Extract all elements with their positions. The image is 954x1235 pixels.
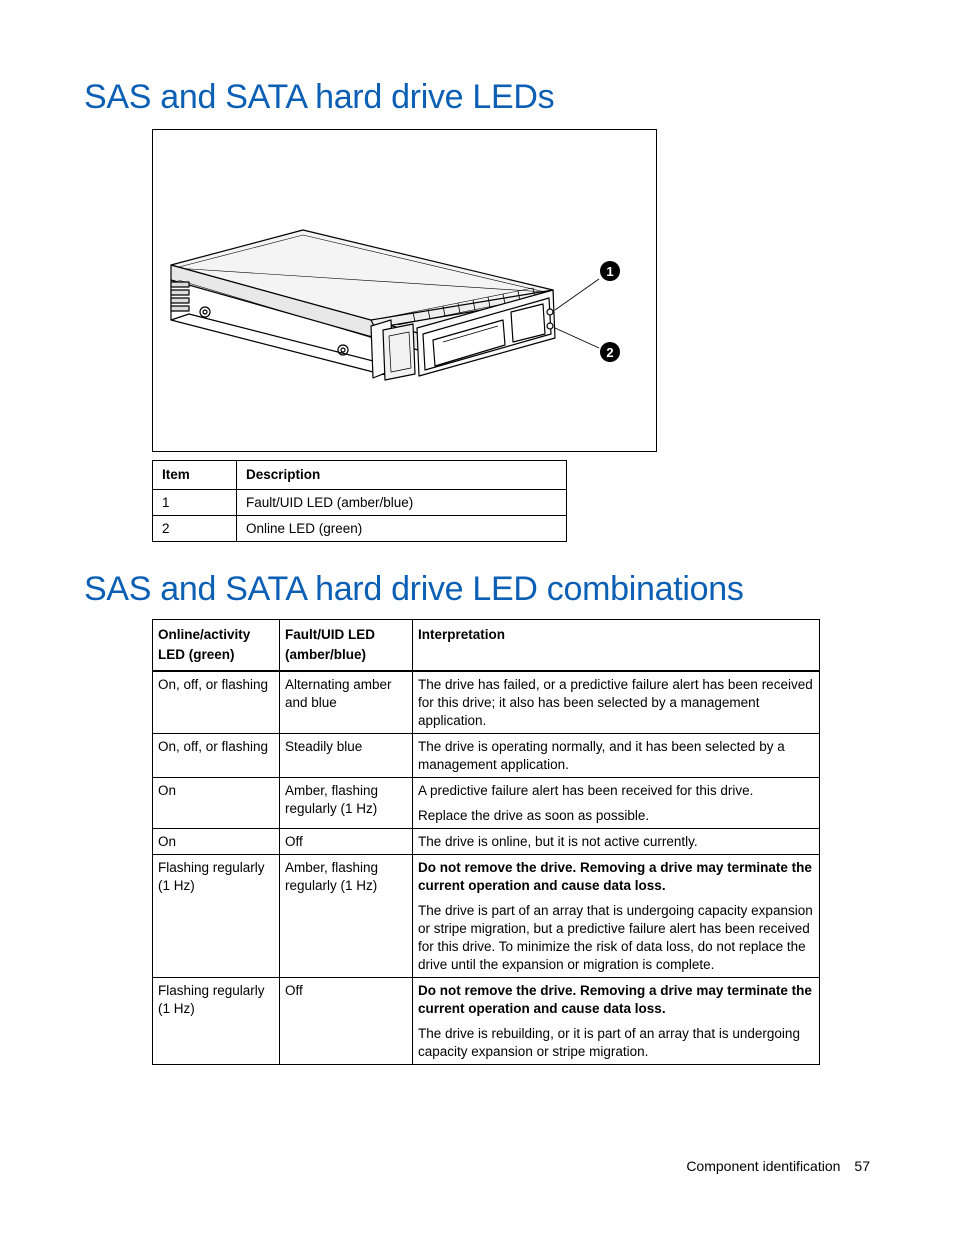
fault-led-state: Amber, flashing regularly (1 Hz) xyxy=(280,778,413,829)
column-header: Online/activity LED (green) xyxy=(153,620,280,672)
table-row xyxy=(153,490,567,516)
callout-1: 1 xyxy=(606,264,614,279)
online-led-state: Flashing regularly (1 Hz) xyxy=(153,855,280,978)
table-row xyxy=(153,778,820,829)
fault-led-state: Amber, flashing regularly (1 Hz) xyxy=(280,855,413,978)
interpretation xyxy=(413,778,820,829)
interpretation-text: The drive is rebuilding, or it is part of an array that is undergoing capacity expansion or stripe migration. xyxy=(418,1026,800,1059)
section-title-led-combinations: SAS and SATA hard drive LED combinations xyxy=(84,570,744,608)
table-row xyxy=(153,671,820,734)
hard-drive-illustration xyxy=(153,130,658,453)
table-header-row xyxy=(153,461,567,490)
online-led-state: Flashing regularly (1 Hz) xyxy=(153,978,280,1065)
table-header-row xyxy=(153,620,820,672)
table-row xyxy=(153,855,820,978)
section-title-leds: SAS and SATA hard drive LEDs xyxy=(84,78,555,116)
fault-led-state: Off xyxy=(280,978,413,1065)
fault-led-state: Steadily blue xyxy=(280,734,413,778)
item-number: 2 xyxy=(153,516,237,542)
online-led-state: On, off, or flashing xyxy=(153,734,280,778)
warning-text: Do not remove the drive. Removing a drive may terminate the current operation and cause data loss. xyxy=(418,983,812,1016)
interpretation-text: The drive has failed, or a predictive failure alert has been received for this drive; it also has been selected by a management application. xyxy=(418,677,813,728)
item-description: Online LED (green) xyxy=(237,516,567,542)
interpretation xyxy=(413,829,820,855)
interpretation-text: The drive is online, but it is not active currently. xyxy=(418,834,698,849)
online-led-state: On xyxy=(153,829,280,855)
interpretation xyxy=(413,734,820,778)
table-row xyxy=(153,734,820,778)
interpretation xyxy=(413,671,820,734)
fault-led-state: Alternating amber and blue xyxy=(280,671,413,734)
interpretation-text: A predictive failure alert has been received for this drive. xyxy=(418,783,754,798)
warning-text: Do not remove the drive. Removing a drive may terminate the current operation and cause data loss. xyxy=(418,860,812,893)
online-led-state: On xyxy=(153,778,280,829)
interpretation xyxy=(413,978,820,1065)
led-combinations-table xyxy=(152,619,820,1065)
interpretation-text: Replace the drive as soon as possible. xyxy=(418,808,650,823)
callout-2: 2 xyxy=(606,345,614,360)
table-row xyxy=(153,829,820,855)
table-row xyxy=(153,516,567,542)
fault-led-state: Off xyxy=(280,829,413,855)
column-header: Fault/UID LED (amber/blue) xyxy=(280,620,413,672)
item-number: 1 xyxy=(153,490,237,516)
table-row xyxy=(153,978,820,1065)
footer-section-name: Component identification xyxy=(686,1158,841,1174)
page-footer xyxy=(686,1158,870,1174)
interpretation-text: The drive is operating normally, and it has been selected by a management application. xyxy=(418,739,785,772)
column-header: Description xyxy=(237,461,567,490)
online-led-state: On, off, or flashing xyxy=(153,671,280,734)
item-description: Fault/UID LED (amber/blue) xyxy=(237,490,567,516)
column-header: Interpretation xyxy=(413,620,820,672)
interpretation xyxy=(413,855,820,978)
column-header: Item xyxy=(153,461,237,490)
hard-drive-figure xyxy=(152,129,657,452)
items-table xyxy=(152,460,567,542)
page-number: 57 xyxy=(854,1158,870,1174)
interpretation-text: The drive is part of an array that is undergoing capacity expansion or stripe migration, but a predictive failure alert has been received for this drive. To minimize the risk of data loss, do not replace the drive until the expansion or migration is complete. xyxy=(418,903,813,972)
